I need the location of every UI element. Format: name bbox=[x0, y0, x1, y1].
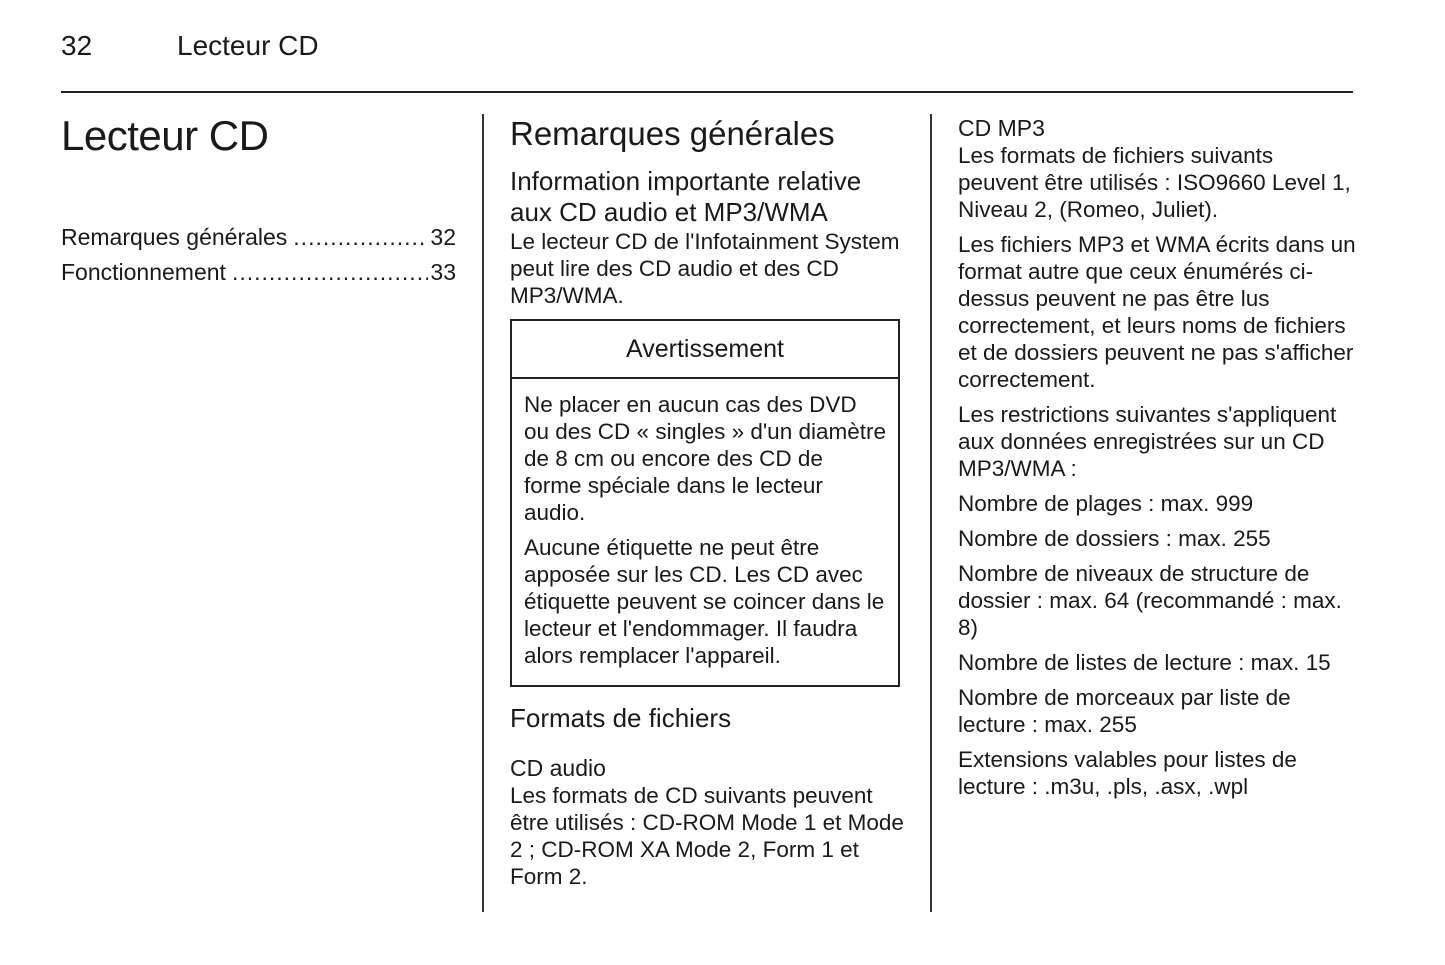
toc-item-remarques[interactable] bbox=[61, 220, 456, 255]
toc-item-fonctionnement[interactable] bbox=[61, 255, 456, 290]
warning-body bbox=[512, 379, 898, 685]
paragraph: Nombre de dossiers : max. 255 bbox=[958, 526, 1271, 551]
toc-item-label: Remarques générales bbox=[61, 224, 288, 250]
paragraph: Nombre de niveaux de structure de dossier : max. 64 (recommandé : max. 8) bbox=[958, 561, 1342, 640]
warning-paragraph-1: Ne placer en aucun cas des DVD ou des CD « singles » d'un diamètre de 8 cm ou encore des CD de forme spéciale dans le lecteur audio. bbox=[524, 392, 886, 525]
toc-leader-dots bbox=[232, 255, 428, 290]
intro-paragraph: Le lecteur CD de l'Infotainment System peut lire des CD audio et des CD MP3/WMA. bbox=[510, 229, 900, 308]
table-of-contents bbox=[61, 220, 456, 290]
toc-item-page: 32 bbox=[430, 224, 456, 250]
subsection-title-info: Information importante relative aux CD audio et MP3/WMA bbox=[510, 166, 862, 227]
paragraph: Les restrictions suivantes s'appliquent aux données enregistrées sur un CD MP3/WMA : bbox=[958, 402, 1337, 481]
page-number: 32 bbox=[61, 30, 93, 61]
chapter-title: Lecteur CD bbox=[61, 112, 269, 159]
toc-leader-dots bbox=[293, 220, 428, 255]
header-rule bbox=[61, 91, 1353, 93]
paragraph: Les formats de fichiers suivants peuvent être utilisés : ISO9660 Level 1, Niveau 2, (Romeo, Juliet). bbox=[958, 143, 1351, 222]
running-title: Lecteur CD bbox=[177, 30, 319, 61]
warning-title: Avertissement bbox=[512, 321, 898, 379]
warning-box bbox=[510, 319, 900, 687]
toc-item-page: 33 bbox=[430, 259, 456, 285]
warning-paragraph-2: Aucune étiquette ne peut être apposée sur les CD. Les CD avec étiquette peuvent se coincer dans le lecteur et l'endommager. Il faudra alors remplacer l'appareil. bbox=[524, 535, 885, 668]
column-right bbox=[958, 114, 1358, 808]
cd-audio-paragraph: Les formats de CD suivants peuvent être utilisés : CD-ROM Mode 1 et Mode 2 ; CD-ROM XA Mode 2, Form 1 et Form 2. bbox=[510, 783, 904, 889]
toc-item-label: Fonctionnement bbox=[61, 259, 226, 285]
paragraph: Nombre de morceaux par liste de lecture : max. 255 bbox=[958, 685, 1291, 737]
section-title: Remarques générales bbox=[510, 115, 835, 152]
column-middle bbox=[510, 112, 905, 898]
subsection-title-formats: Formats de fichiers bbox=[510, 703, 732, 733]
paragraph: Les fichiers MP3 et WMA écrits dans un format autre que ceux énumérés ci-dessus peuvent ne pas être lus correctement, et leurs noms de fichiers et de dossiers peuvent ne pas s'afficher correctement. bbox=[958, 232, 1356, 392]
paragraph: Extensions valables pour listes de lecture : .m3u, .pls, .asx, .wpl bbox=[958, 747, 1297, 799]
column-left bbox=[61, 112, 456, 290]
cd-mp3-title: CD MP3 bbox=[958, 115, 1045, 141]
column-divider-2 bbox=[930, 114, 932, 912]
paragraph: Nombre de plages : max. 999 bbox=[958, 491, 1254, 516]
paragraph: Nombre de listes de lecture : max. 15 bbox=[958, 650, 1331, 675]
column-divider-1 bbox=[482, 114, 484, 912]
cd-audio-title: CD audio bbox=[510, 755, 606, 781]
